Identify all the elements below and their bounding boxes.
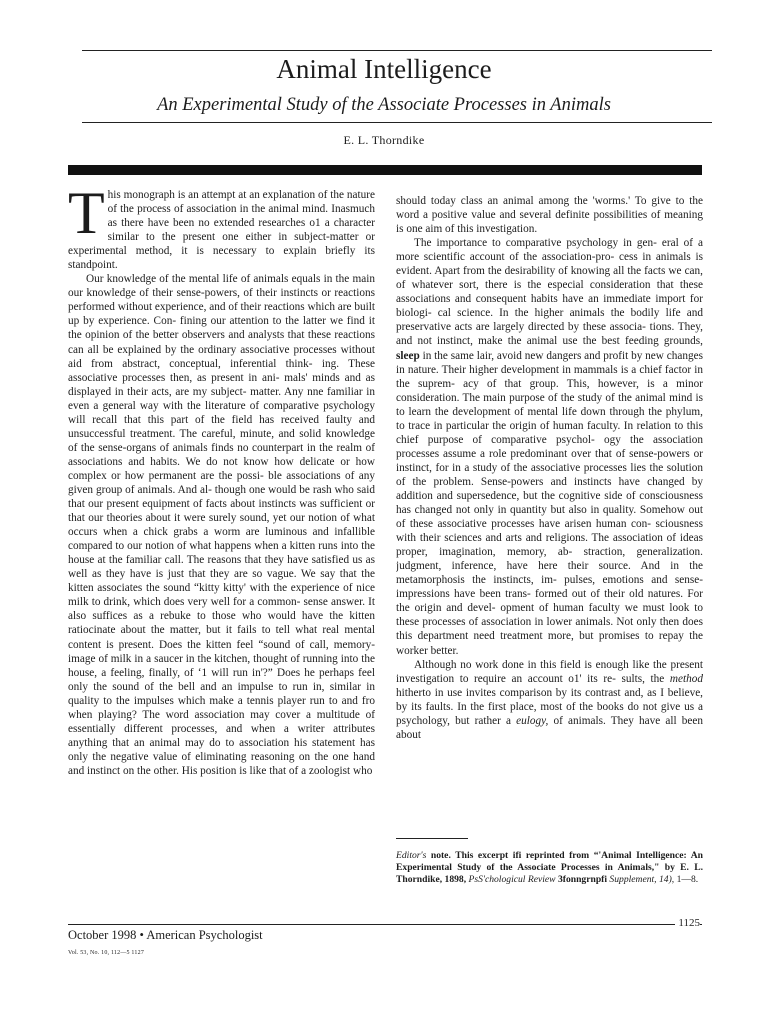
right-column bbox=[396, 194, 703, 822]
left-column bbox=[68, 188, 375, 910]
issue-line: October 1998 • American Psychologist bbox=[68, 928, 263, 942]
paragraph-text: Although no work done in this field is enough like the present investigation to require an account o1' its re- sults, the bbox=[396, 658, 703, 685]
drop-cap: T bbox=[68, 188, 105, 246]
italic-word: eulogy, bbox=[516, 714, 549, 727]
editors-note-text: note. This excerpt ifi reprinted from “'Animal Intelligence: An Experimental Study of the Associate Processes in Animals," by E. L. Thorndike, 1898, bbox=[396, 850, 703, 885]
journal-name: PsS'chologicul Review bbox=[468, 873, 556, 885]
italic-word: method bbox=[669, 672, 703, 685]
article-author: E. L. Thorndike bbox=[343, 133, 425, 147]
body-paragraph: Our knowledge of the mental life of animals equals in the main our knowledge of their sense-powers, of their instincts or reactions performed without experience, and of their reactions which are built up by experience. Con- fining our attention to the latter we find it the opinion of the better observers and analysts that these reactions can all be explained by the ordinary associative processes without aid from abstract, conceptual, inferential think- ing. These associative processes then, as present in ani- mals' minds and as displayed in their acts, are my subject- matter. Any nne familiar in even a general way with the literature of comparative psychology will recall that this part of the field has received faulty and unsuccessful treatment. The careful, minute, and solid knowledge of the sense-organs of animals finds no counterpart in the realm of associations and habits. We do not know how delicate or how complex or how permanent are the possi- ble associations of any given group of animals. And al- though one would be rash who said that our present equipment of facts about instincts was sufficient or that our theories about it were surely sound, yet our notion of what occurs when a chick grabs a worm are luminous and infallible compared to our notion of what happens when a kitten runs into the house at the familiar call. The reasons that they have satisfied us as well as they have is just that they are so vague. We say that the kitten associates the sound “kitty kitty' with the experience of nice milk to drink, which does very well for a common- sense answer. It also suffices as a rebuke to those who would have the kitten ratiocinate about the matter, but it fails to tell what real mental content is present. Does the kitten feel “sound of call, memory-image of milk in a saucer in the kitchen, thought of running into the house, a feeling, finally, of ‘1 will run in'?” Does he perhaps feel only the sound of the bell and an impulse to run in, similar in quality to the impulses which make a tennis player run to and fro when playing? The word association may cover a multitude of essentially different processes, and when a writer attributes anything that an animal may do to association his statement has only the negative value of eliminating reasoning on the one hand and instinct on the other. His position is like that of a zoologist who bbox=[68, 273, 375, 777]
intro-paragraph bbox=[68, 188, 375, 272]
paragraph-text: in the same lair, avoid new dangers and profit by new changes in nature. Their higher development in mammals is a chief factor in the suprem- acy of that group. This, however, is a minor consideration. The main purpose of the study of the animal mind is to learn the development of mental life down through the phylum, to trace in particular the origin of human faculty. In relation to this chief purpose of comparative psychol- ogy the association processes assume a role predominant over that of sense-powers or instinct, for in a study of the associative processes lies the solution of the problem. Sense-powers and instincts have changed by addition and supersedence, but the cognitive side of consciousness has changed not only in quantity but also in quality. Somehow out of these associative processes have arisen human con- sciousness with their sciences and arts and religions. The association of ideas proper, imagination, memory, ab- straction, generalization. judgment, inference, have here their source. And in the metamorphosis the instincts, im- pulses, emotions and sense-impressions have been trans- formed out of their old natures. For the origin and devel- opment of human faculty we must look to these processes of association in lower animals. Not only then does this department need treatment more, but promises to repay the worker better. bbox=[396, 349, 703, 657]
header-bar bbox=[68, 165, 702, 175]
intro-text: his monograph is an attempt at an explanation of the nature of the process of association in the animal mind. Inasmuch as there have been no extended researches o1 a character similar to the present one either in subject-matter or experimental method, it is necessary to explain briefly its standpoint. bbox=[68, 189, 375, 272]
continuation-paragraph: should today class an animal among the 'worms.' To give to the word a positive value and several definite possibilities of meaning is one aim of this investigation. bbox=[396, 195, 703, 236]
article-subtitle: An Experimental Study of the Associate Processes in Animals bbox=[157, 95, 611, 115]
bold-word: sleep bbox=[396, 349, 420, 362]
body-paragraph bbox=[396, 658, 703, 742]
footer-rule bbox=[68, 924, 702, 925]
subtitle-rule bbox=[82, 122, 712, 123]
article-title: Animal Intelligence bbox=[276, 54, 492, 84]
top-rule bbox=[82, 50, 712, 51]
editors-note-text-2: 3fonngrnpfi bbox=[557, 873, 608, 885]
page-number: 1125 bbox=[675, 917, 700, 929]
footnote-rule bbox=[396, 838, 468, 839]
body-paragraph bbox=[396, 236, 703, 657]
supplement-label: Supplement, 14), bbox=[609, 873, 675, 885]
editors-note-label: Editor's bbox=[396, 850, 427, 861]
paragraph-text: The importance to comparative psychology in gen- eral of a more scientific account of the association-pro- cess in animals is evident. Apart from the desirability of knowing all the facts we can, of whatever sort, there is the especial consideration that these associations and consequent habits have an immediate import for biologi- cal science. In the higher animals the bodily life and preservative acts are largely directed by these associa- tions. They, and not instinct, make the animal use the best feeding grounds, bbox=[396, 237, 703, 348]
paragraph-text: hitherto in use invites comparison by its contrast and, as I believe, by its faults. In the first place, most of the books do not give us a psychology, but rather a bbox=[396, 686, 703, 727]
paragraph-text: of animals. They have all been about bbox=[396, 714, 703, 741]
page-range: 1—8. bbox=[676, 873, 699, 885]
editors-note bbox=[396, 850, 703, 885]
volume-line: Vol. 53, No. 10, 112—5 1127 bbox=[68, 950, 145, 956]
